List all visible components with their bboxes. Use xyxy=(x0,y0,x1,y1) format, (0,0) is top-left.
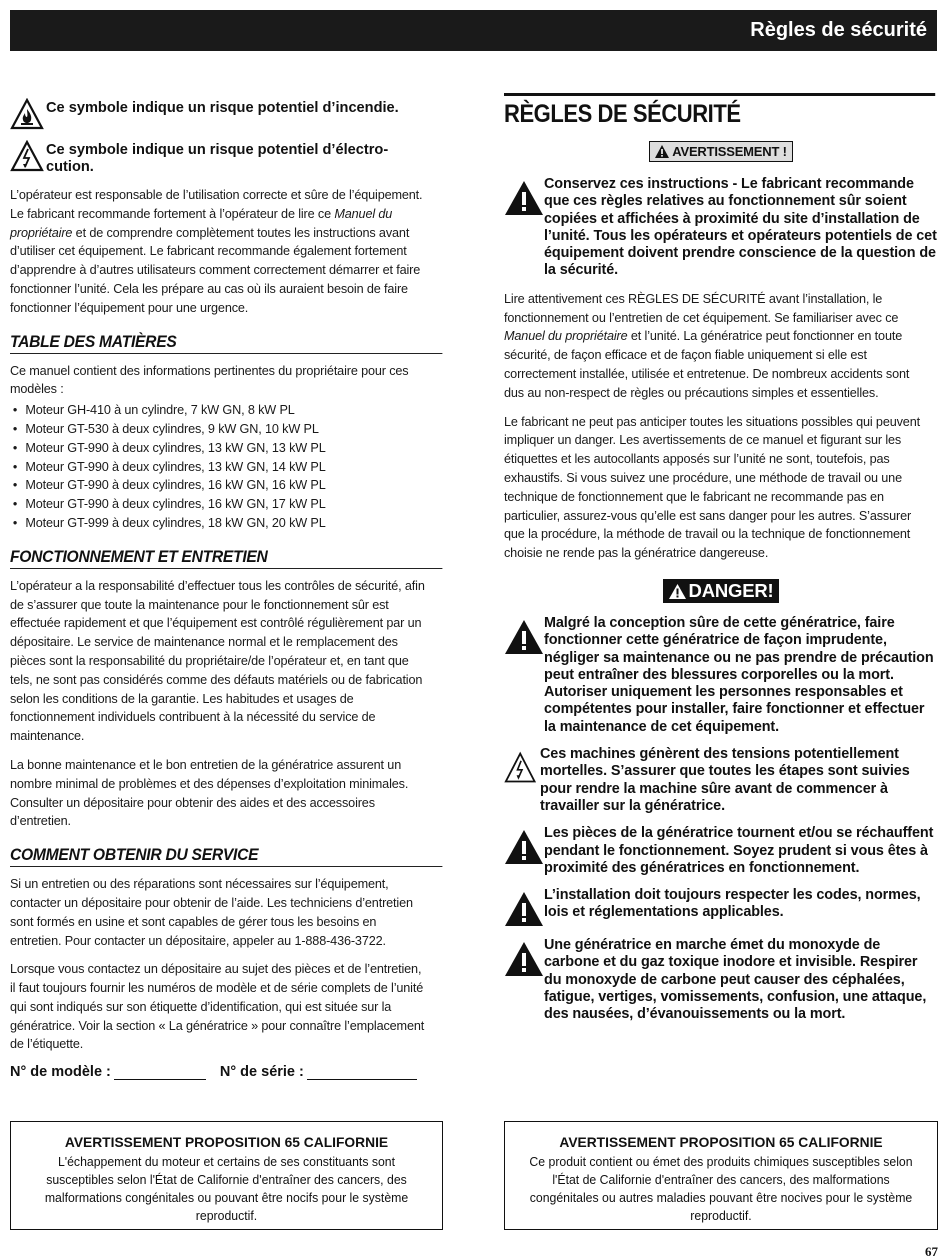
danger-item xyxy=(504,615,938,736)
electric-symbol-note xyxy=(10,140,443,176)
service-heading: COMMENT OBTENIR DU SERVICE xyxy=(10,845,442,867)
danger-item xyxy=(504,887,938,927)
danger-item xyxy=(504,937,938,1023)
model-serial-row xyxy=(10,1064,443,1080)
prop65-text: L'échappement du moteur et certains de ses constituants sont susceptibles selon l'État de Californie d'entraîner des cancers, des malformations congénitales ou pouvant être nocifs pour le système reproductif. xyxy=(44,1154,409,1223)
list-item: • Moteur GT-990 à deux cylindres, 16 kW GN, 16 kW PL xyxy=(10,476,426,495)
list-item: • Moteur GT-990 à deux cylindres, 13 kW GN, 13 kW PL xyxy=(10,439,426,458)
keep-instructions-text: Conservez ces instructions - Le fabricant recommande que ces règles relatives au fonctionnement sûr soient copiées et affichées à proximité du site d’installation de l’unité. Tous les opérateurs et opérateurs potentiels de cet équipement doivent prendre conscience de la question de la sécurité. xyxy=(544,176,937,279)
warning-triangle-icon xyxy=(504,941,544,977)
model-number-field[interactable] xyxy=(114,1066,206,1080)
fire-hazard-icon xyxy=(10,98,44,130)
warning-triangle-icon xyxy=(504,891,544,927)
danger-badge-wrap xyxy=(504,579,938,603)
service-paragraph-2: Lorsque vous contactez un dépositaire au sujet des pièces et de l’entretien, il faut toujours fournir les numéros de modèle et de série complets de l’unité qui sont indiqués sur son étiquette d’identification, qui est située sur la génératrice. Voir la section « La génératrice » pour connaître l’emplacement de l’étiquette. xyxy=(10,961,425,1052)
toc-body xyxy=(10,362,426,533)
model-number-label: N° de modèle : xyxy=(10,1064,111,1081)
operation-paragraph-1: L’opérateur a la responsabilité d’effectuer tous les contrôles de sécurité, afin de s’assurer que toute la maintenance pour le fonctionnement sûr est effectuée rapidement et que l’équipement est contrôlé régulièrement par un dépositaire. Le service de maintenance normal et le remplacement des pièces sont la responsabilité du propriétaire/de l’opérateur et, en tant que tels, ne sont pas considérés comme des défauts matériels ou de fabrication selon les conditions de la garantie. Les habitudes et usages de fonctionnement individuels contribuent à la nécessité du service de maintenance. xyxy=(10,577,425,744)
right-column xyxy=(504,93,938,1034)
electric-symbol-text: Ce symbole indique un risque potentiel d’électro-cution. xyxy=(46,142,389,175)
list-item: • Moteur GT-999 à deux cylindres, 18 kW GN, 20 kW PL xyxy=(10,514,426,533)
fire-symbol-text: Ce symbole indique un risque potentiel d’incendie. xyxy=(46,100,399,116)
toc-heading: TABLE DES MATIÈRES xyxy=(10,332,442,354)
prop65-warning-left xyxy=(10,1121,443,1230)
manual-title: Manuel du propriétaire xyxy=(10,205,393,240)
prop65-text: Ce produit contient ou émet des produits chimiques susceptibles selon l'État de Californie d'entraîner des cancers, des malformations congénitales ou autres maladies pouvant être nocives pour le système reproductif. xyxy=(529,1154,913,1223)
danger-badge: DANGER! xyxy=(663,579,780,603)
service-paragraph-1: Si un entretien ou des réparations sont nécessaires sur l’équipement, contacter un dépositaire pour obtenir de l’aide. Les techniciens d’entretien sont formés en usine et sont capables de gérer tous les besoins en entretien. Pour contacter un dépositaire, appeler au 1-888-436-3722. xyxy=(10,876,413,948)
list-item: • Moteur GH-410 à un cylindre, 7 kW GN, 8 kW PL xyxy=(10,401,426,420)
model-list xyxy=(10,401,426,533)
prop65-warning-right xyxy=(504,1121,938,1230)
operation-paragraph-2: La bonne maintenance et le bon entretien de la génératrice assurent un nombre minimal de problèmes et des dépenses d’exploitation minimales. Consulter un dépositaire pour obtenir des aides et des accessoires d’entretien. xyxy=(10,756,409,829)
list-item: • Moteur GT-990 à deux cylindres, 16 kW GN, 17 kW PL xyxy=(10,495,426,514)
danger-text: L’installation doit toujours respecter les codes, normes, lois et réglementations applicables. xyxy=(544,887,921,921)
manual-title: Manuel du propriétaire xyxy=(504,328,628,344)
serial-number-label: N° de série : xyxy=(219,1064,304,1081)
safety-rules-heading: RÈGLES DE SÉCURITÉ xyxy=(504,93,935,129)
warning-triangle-icon xyxy=(669,584,686,599)
prop65-title: AVERTISSEMENT PROPOSITION 65 CALIFORNIE xyxy=(64,1135,389,1150)
danger-text: Malgré la conception sûre de cette génératrice, faire fonctionner cette génératrice de façon imprudente, négliger sa maintenance ou ne pas prendre de précaution peut entraîner des blessures corporelles ou la mort. Autoriser uniquement les personnes responsables et compétentes pour installer, faire fonctionner et effectuer la maintenance de cet équipement. xyxy=(544,614,934,735)
safety-paragraph-1: Lire attentivement ces RÈGLES DE SÉCURITÉ avant l’installation, le fonctionnement ou l’entretien de cet équipement. Se familiariser avec ce Manuel du propriétaire et l’unité. La génératrice peut fonctionner en toute sécurité, de façon efficace et de façon fiable uniquement si elle est correctement installée, utilisée et entretenue. De nombreux accidents sont dus au non-respect de règles ou précautions simples et essentielles. xyxy=(504,290,910,400)
danger-item xyxy=(504,746,938,815)
list-item: • Moteur GT-530 à deux cylindres, 9 kW GN, 10 kW PL xyxy=(10,420,426,439)
electrical-hazard-icon xyxy=(10,140,44,172)
electrical-hazard-icon xyxy=(504,750,540,786)
warning-triangle-icon xyxy=(504,180,544,216)
operation-heading: FONCTIONNEMENT ET ENTRETIEN xyxy=(10,547,442,569)
danger-text: Une génératrice en marche émet du monoxyde de carbone et du gaz toxique inodore et invisible. Respirer du monoxyde de carbone peut causer des céphalées, fatigue, vertiges, vomissements, confusion, une attaque, des nausées, d’évanouissements ou la mort. xyxy=(544,937,927,1023)
warning-triangle-icon xyxy=(504,829,544,865)
fire-symbol-note xyxy=(10,98,443,130)
danger-item xyxy=(504,825,938,877)
left-column xyxy=(10,98,443,1080)
warning-badge-wrap xyxy=(504,141,938,162)
safety-paragraph-2: Le fabricant ne peut pas anticiper toutes les situations possibles qui peuvent impliquer un danger. Les avertissements de ce manuel et figurant sur les étiquettes et les autocollants apposés sur l’unité ne sont, toutefois, pas exhaustifs. Si vous suivez une procédure, une méthode de travail ou une technique de fonctionnement que le fabricant ne recommande pas en particulier, assurez-vous qu’elle est sans danger pour les autres. S’assurer que la procédure, la méthode de travail ou la technique de fonctionnement choisie ne rende pas la génératrice dangereuse. xyxy=(504,413,920,561)
intro-paragraph: L’opérateur est responsable de l’utilisation correcte et sûre de l’équipement. Le fabricant recommande fortement à l’opérateur de lire ce Manuel du propriétaire et de comprendre complètement toutes les instructions avant d’utiliser cet équipement. Le fabricant recommande également fortement d’apprendre à d’autres utilisateurs comment correctement démarrer et faire fonctionner l’unité. Cela les prépare au cas où ils auraient besoin de faire fonctionner l’équipement pour une urgence. xyxy=(10,187,423,315)
warning-triangle-icon xyxy=(655,145,669,158)
prop65-title: AVERTISSEMENT PROPOSITION 65 CALIFORNIE xyxy=(559,1135,883,1150)
danger-text: Ces machines génèrent des tensions potentiellement mortelles. S’assurer que toutes les étapes sont suivies pour rendre la machine sûre avant de commencer à travailler sur la génératrice. xyxy=(540,746,910,814)
page-header-bar xyxy=(10,10,937,51)
keep-instructions-warning xyxy=(504,176,938,280)
list-item: • Moteur GT-990 à deux cylindres, 13 kW GN, 14 kW PL xyxy=(10,458,426,477)
serial-number-field[interactable] xyxy=(307,1066,417,1080)
page-number: 67 xyxy=(925,1244,938,1259)
danger-text: Les pièces de la génératrice tournent et/ou se réchauffent pendant le fonctionnement. Soyez prudent si vous êtes à proximité des génératrices en fonctionnement. xyxy=(544,825,934,876)
page-header-title: Règles de sécurité xyxy=(750,19,927,41)
warning-triangle-icon xyxy=(504,619,544,655)
toc-intro: Ce manuel contient des informations pertinentes du propriétaire pour ces modèles : xyxy=(10,362,409,397)
warning-badge: AVERTISSEMENT ! xyxy=(649,141,793,162)
